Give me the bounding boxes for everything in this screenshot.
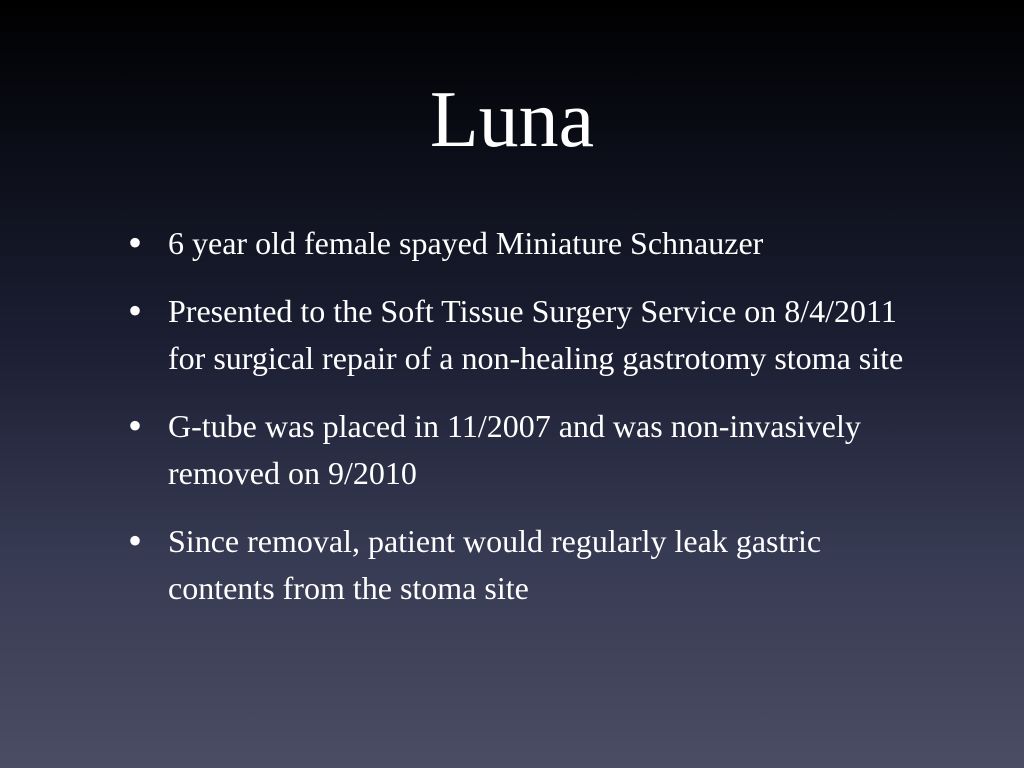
bullet-text: G-tube was placed in 11/2007 and was non-invasively removed on 9/2010 bbox=[168, 408, 861, 491]
bullet-text: Since removal, patient would regularly leak gastric contents from the stoma site bbox=[168, 523, 822, 606]
bullet-dot-icon: • bbox=[128, 403, 143, 448]
bullet-item-g-tube-history bbox=[128, 403, 928, 497]
bullet-item-leakage bbox=[128, 518, 928, 612]
bullet-list bbox=[128, 220, 928, 633]
bullet-dot-icon: • bbox=[128, 518, 143, 563]
bullet-text: 6 year old female spayed Miniature Schnauzer bbox=[168, 225, 764, 261]
bullet-dot-icon: • bbox=[128, 288, 143, 333]
bullet-item-signalment bbox=[128, 220, 928, 267]
bullet-dot-icon: • bbox=[128, 220, 143, 265]
slide-title: Luna bbox=[429, 76, 595, 164]
bullet-text: Presented to the Soft Tissue Surgery Service on 8/4/2011 for surgical repair of a non-healing gastrotomy stoma site bbox=[168, 293, 904, 376]
bullet-item-presentation bbox=[128, 288, 928, 382]
